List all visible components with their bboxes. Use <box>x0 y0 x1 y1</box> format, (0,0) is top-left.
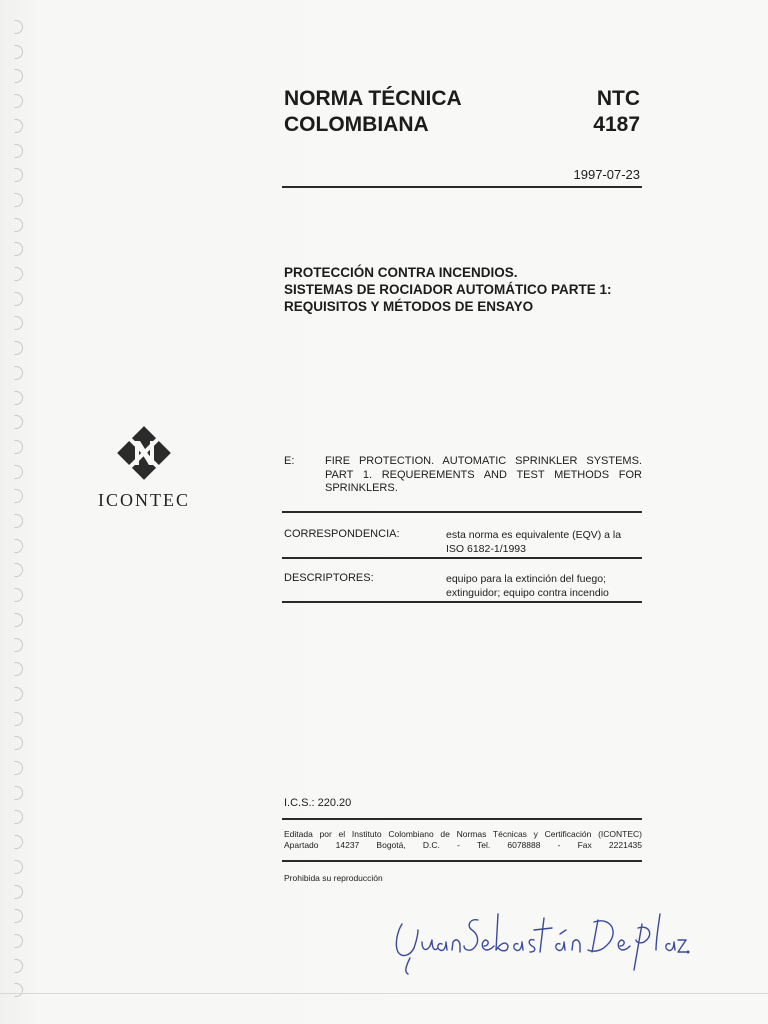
rule-after-descriptores <box>282 601 642 603</box>
binder-hole <box>14 465 23 479</box>
binder-hole <box>14 810 23 824</box>
binder-hole <box>14 638 23 652</box>
norma-line-1: NORMA TÉCNICA <box>284 87 462 110</box>
binder-hole <box>14 489 23 503</box>
binder-hole <box>14 341 23 355</box>
publication-date: 1997-07-23 <box>573 167 640 182</box>
address-part: D.C. <box>422 840 440 850</box>
binder-hole <box>14 292 23 306</box>
english-line-1: FIRE PROTECTION. AUTOMATIC SPRINKLER SYSTEMS. <box>325 455 642 467</box>
binder-hole <box>14 242 23 256</box>
address-part: Fax <box>577 840 592 850</box>
address-part: - <box>557 840 561 850</box>
address-part: 6078888 <box>507 840 541 850</box>
binder-hole <box>14 885 23 899</box>
norma-heading <box>284 86 462 138</box>
binder-hole <box>14 588 23 602</box>
reproduction-notice: Prohibida su reproducción <box>284 873 383 883</box>
binder-hole <box>14 786 23 800</box>
binder-hole <box>14 69 23 83</box>
binder-hole <box>14 193 23 207</box>
title-line-2: SISTEMAS DE ROCIADOR AUTOMÁTICO PARTE 1: <box>284 282 612 297</box>
standard-code <box>593 86 640 138</box>
descriptores-value <box>446 573 642 600</box>
address-part: Tel. <box>477 840 491 850</box>
binder-hole <box>14 687 23 701</box>
binder-hole <box>14 20 23 34</box>
binder-hole <box>14 415 23 429</box>
binder-hole <box>14 94 23 108</box>
descriptores-line-2: extinguidor; equipo contra incendio <box>446 586 609 599</box>
binder-hole <box>14 934 23 948</box>
binder-hole <box>14 761 23 775</box>
binder-hole <box>14 983 23 997</box>
correspondencia-line-1: esta norma es equivalente (EQV) a la <box>446 529 622 541</box>
binder-hole <box>14 736 23 750</box>
binder-hole <box>14 168 23 182</box>
binder-hole <box>14 514 23 528</box>
rule-between-rows <box>282 557 642 559</box>
publisher-line-2 <box>284 840 642 851</box>
binder-hole <box>14 316 23 330</box>
rule-before-correspondencia <box>282 511 642 513</box>
binder-hole <box>14 909 23 923</box>
rule-after-ics <box>282 818 642 820</box>
binder-hole <box>14 662 23 676</box>
correspondencia-value <box>446 529 642 556</box>
binder-hole <box>14 391 23 405</box>
english-line-2: PART 1. REQUEREMENTS AND TEST METHODS FOR <box>325 468 642 481</box>
binder-hole <box>14 835 23 849</box>
binder-hole <box>14 119 23 133</box>
binder-hole <box>14 712 23 726</box>
binder-hole <box>14 613 23 627</box>
norma-line-2: COLOMBIANA <box>284 113 429 136</box>
logo-text: ICONTEC <box>98 490 190 510</box>
correspondencia-line-2: ISO 6182-1/1993 <box>446 542 526 555</box>
binder-hole <box>14 45 23 59</box>
code-line-1: NTC <box>596 87 640 110</box>
english-label: E: <box>284 455 295 467</box>
title-line-3: REQUISITOS Y MÉTODOS DE ENSAYO <box>284 299 534 314</box>
binder-hole <box>14 860 23 874</box>
icontec-logo <box>92 424 196 511</box>
address-part: Apartado <box>284 840 319 850</box>
descriptores-line-1: equipo para la extinción del fuego; <box>446 573 606 585</box>
english-title <box>325 455 642 496</box>
descriptores-label: DESCRIPTORES: <box>284 572 374 584</box>
binder-hole <box>14 563 23 577</box>
binder-hole <box>14 539 23 553</box>
handwritten-signature <box>380 900 690 980</box>
header-rule <box>282 186 642 188</box>
binder-hole <box>14 366 23 380</box>
binder-hole <box>14 440 23 454</box>
rule-after-publisher <box>282 860 642 862</box>
address-part: 14237 <box>335 840 360 850</box>
address-part: Bogotá, <box>376 840 406 850</box>
icontec-diamond-icon <box>115 424 173 482</box>
code-line-2: 4187 <box>593 113 640 136</box>
address-part: 2221435 <box>608 840 642 850</box>
title-line-1: PROTECCIÓN CONTRA INCENDIOS. <box>284 265 518 280</box>
publisher-line-1: Editada por el Instituto Colombiano de Normas Técnicas y Certificación (ICONTEC) <box>284 829 642 839</box>
document-title <box>284 264 664 315</box>
binder-holes <box>14 20 30 1010</box>
binder-hole <box>14 959 23 973</box>
page-bottom-edge <box>0 993 768 994</box>
binder-hole <box>14 218 23 232</box>
binder-hole <box>14 267 23 281</box>
ics-code: I.C.S.: 220.20 <box>284 797 352 809</box>
binder-hole <box>14 144 23 158</box>
correspondencia-label: CORRESPONDENCIA: <box>284 528 400 540</box>
english-line-3: SPRINKLERS. <box>325 482 398 494</box>
address-part: - <box>457 840 460 850</box>
publisher-info <box>284 829 642 851</box>
